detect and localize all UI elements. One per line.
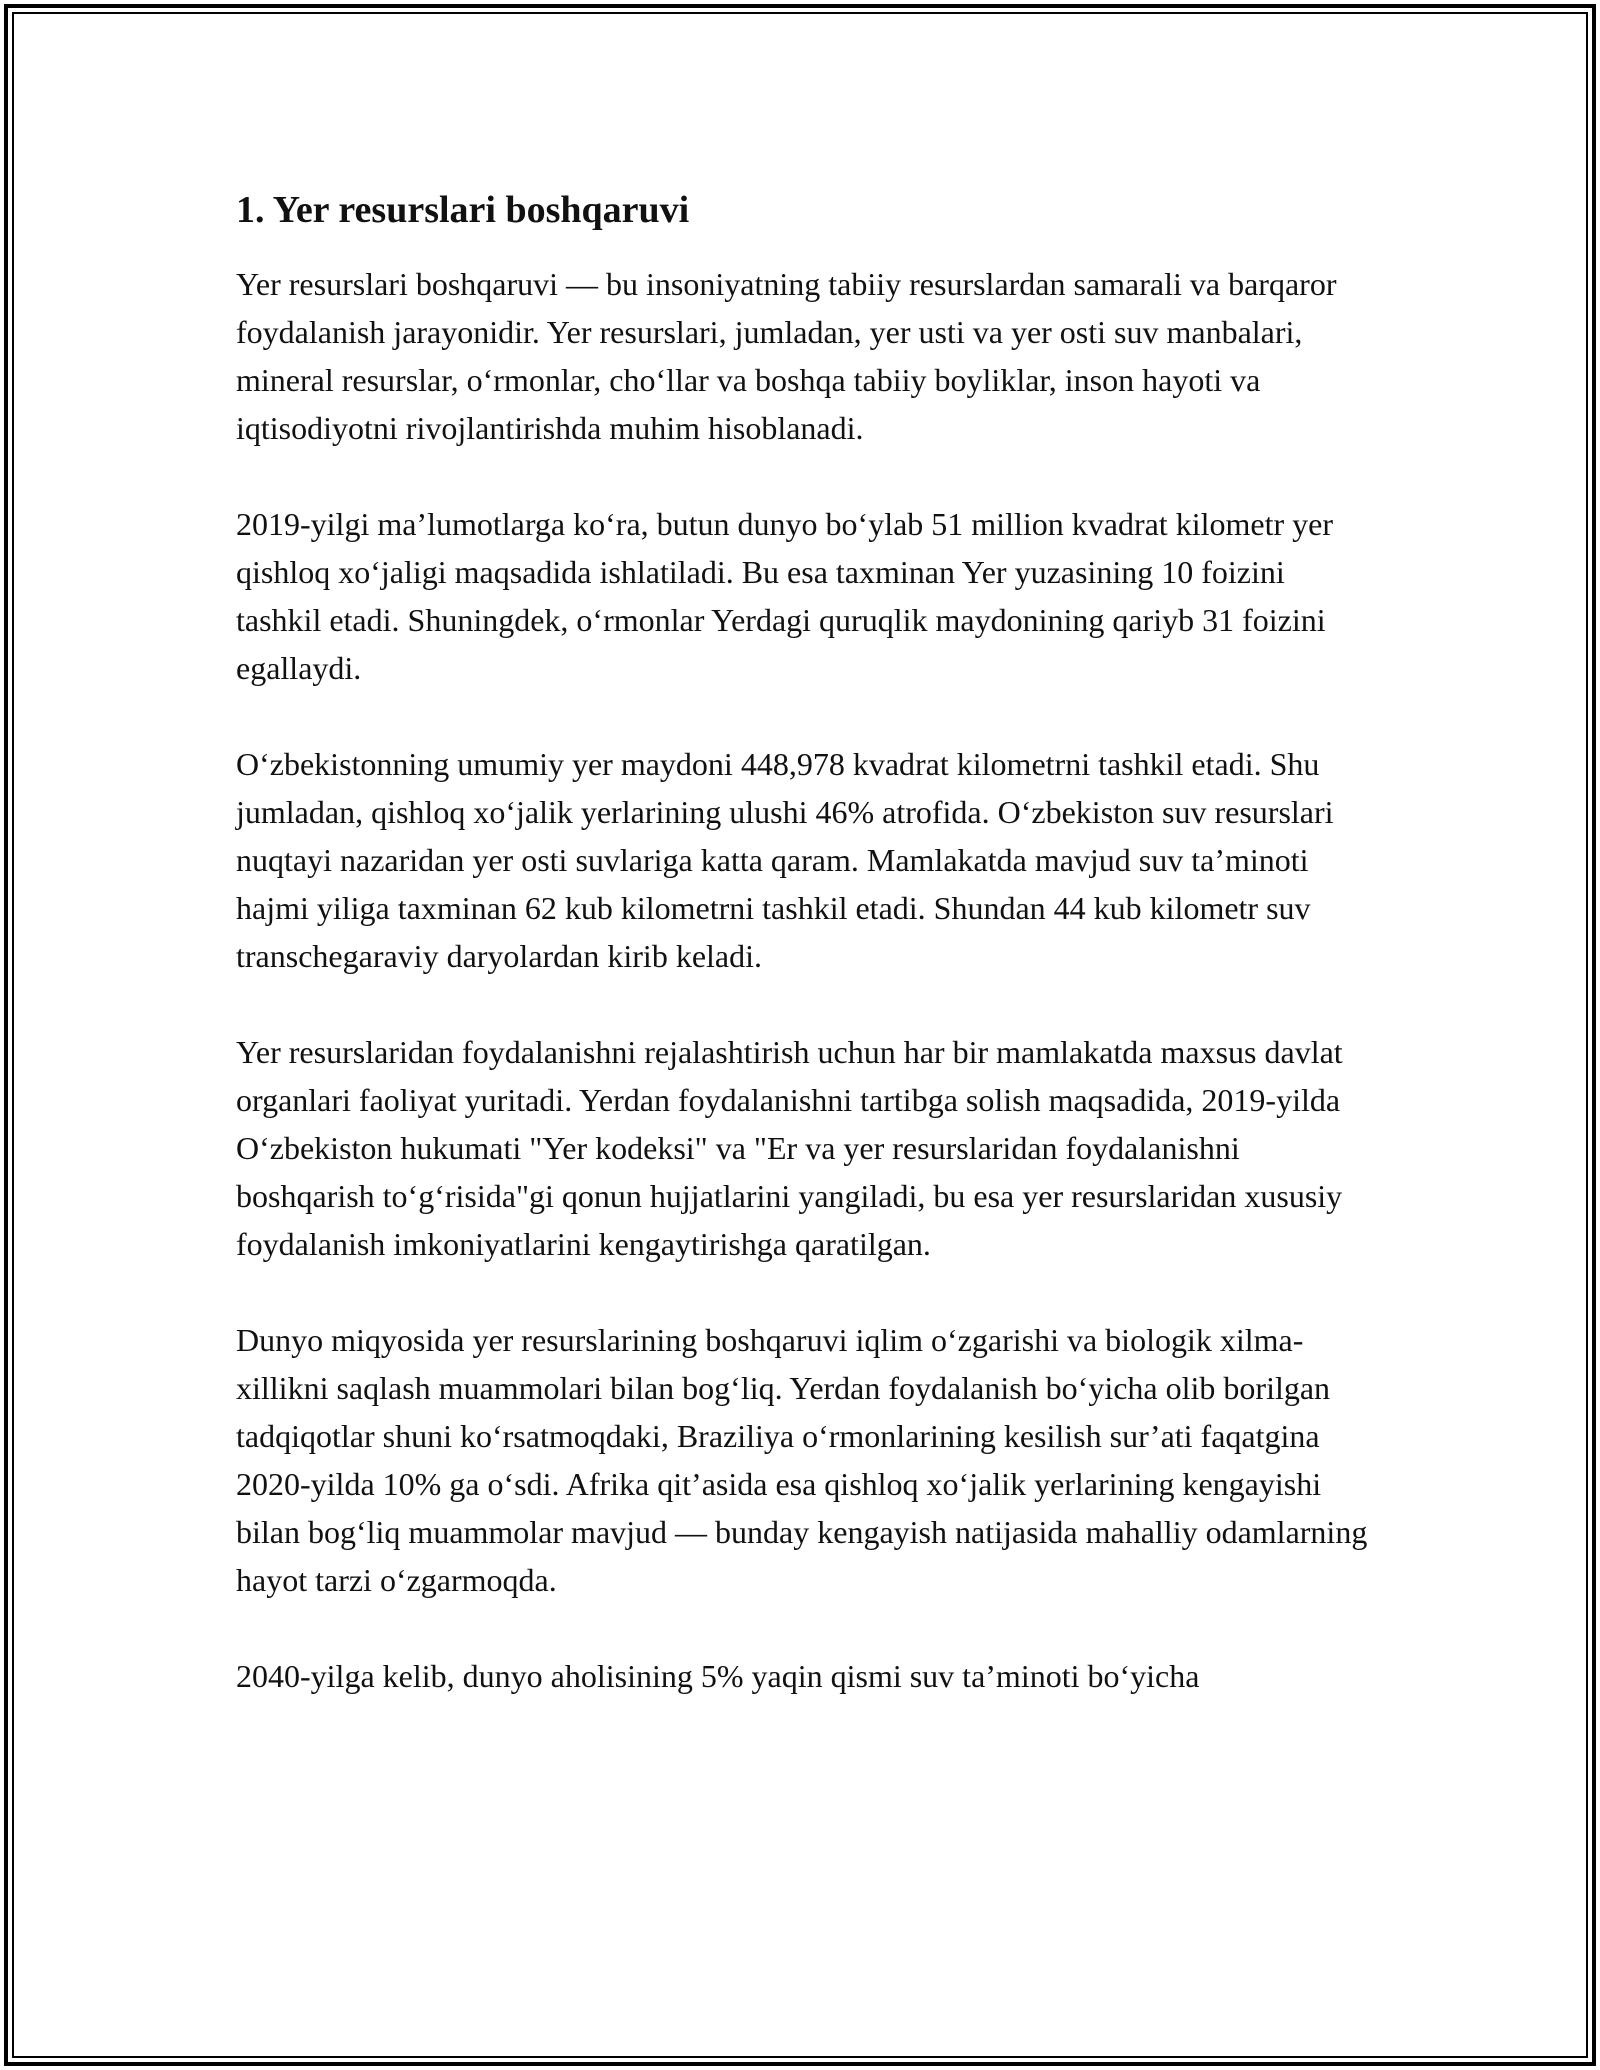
paragraph-global-issues: Dunyo miqyosida yer resurslarining boshqaruvi iqlim o‘zgarishi va biologik xilma-xillikni saqlash muammolari bilan bog‘liq. Yerdan foydalanish bo‘yicha olib borilgan tadqiqotlar shuni ko‘rsatmoqdaki, Braziliya o‘rmonlarining kesilish sur’ati faqatgina 2020-yilda 10% ga o‘sdi. Afrika qit’asida esa qishloq xo‘jalik yerlarining kengayishi bilan bog‘liq muammolar mavjud — bunday kengayish natijasida mahalliy odamlarning hayot tarzi o‘zgarmoqda. [236,1322,1368,1598]
paragraph-world-land-use: 2019-yilgi ma’lumotlarga ko‘ra, butun dunyo bo‘ylab 51 million kvadrat kilometr yer qishloq xo‘jaligi maqsadida ishlatiladi. Bu esa taxminan Yer yuzasining 10 foizini tashkil etadi. Shuningdek, o‘rmonlar Yerdagi quruqlik maydonining qariyb 31 foizini egallaydi. [236,506,1333,686]
section-heading: 1. Yer resurslari boshqaruvi [236,189,690,231]
paragraph-land-planning: Yer resurslaridan foydalanishni rejalashtirish uchun har bir mamlakatda maxsus davlat organlari faoliyat yuritadi. Yerdan foydalanishni tartibga solish maqsadida, 2019-yilda O‘zbekiston hukumati "Yer kodeksi" va "Er va yer resurslaridan foydalanishni boshqarish to‘g‘risida"gi qonun hujjatlarini yangiladi, bu esa yer resurslaridan xususiy foydalanish imkoniyatlarini kengaytirishga qaratilgan. [236,1034,1343,1262]
document-body [236,186,1376,1748]
paragraph-intro: Yer resurslari boshqaruvi — bu insoniyatning tabiiy resurslardan samarali va barqaror foydalanish jarayonidir. Yer resurslari, jumladan, yer usti va yer osti suv manbalari, mineral resurslar, o‘rmonlar, cho‘llar va boshqa tabiiy boyliklar, inson hayoti va iqtisodiyotni rivojlantirishda muhim hisoblanadi. [236,266,1337,446]
paragraph-uzbekistan-land: O‘zbekistonning umumiy yer maydoni 448,978 kvadrat kilometrni tashkil etadi. Shu jumladan, qishloq xo‘jalik yerlarining ulushi 46% atrofida. O‘zbekiston suv resurslari nuqtayi nazaridan yer osti suvlariga katta qaram. Mamlakatda mavjud suv ta’minoti hajmi yiliga taxminan 62 kub kilometrni tashkil etadi. Shundan 44 kub kilometr suv transchegaraviy daryolardan kirib keladi. [236,746,1334,974]
paragraph-2040-forecast: 2040-yilga kelib, dunyo aholisining 5% yaqin qismi suv ta’minoti bo‘yicha [236,1658,1200,1694]
